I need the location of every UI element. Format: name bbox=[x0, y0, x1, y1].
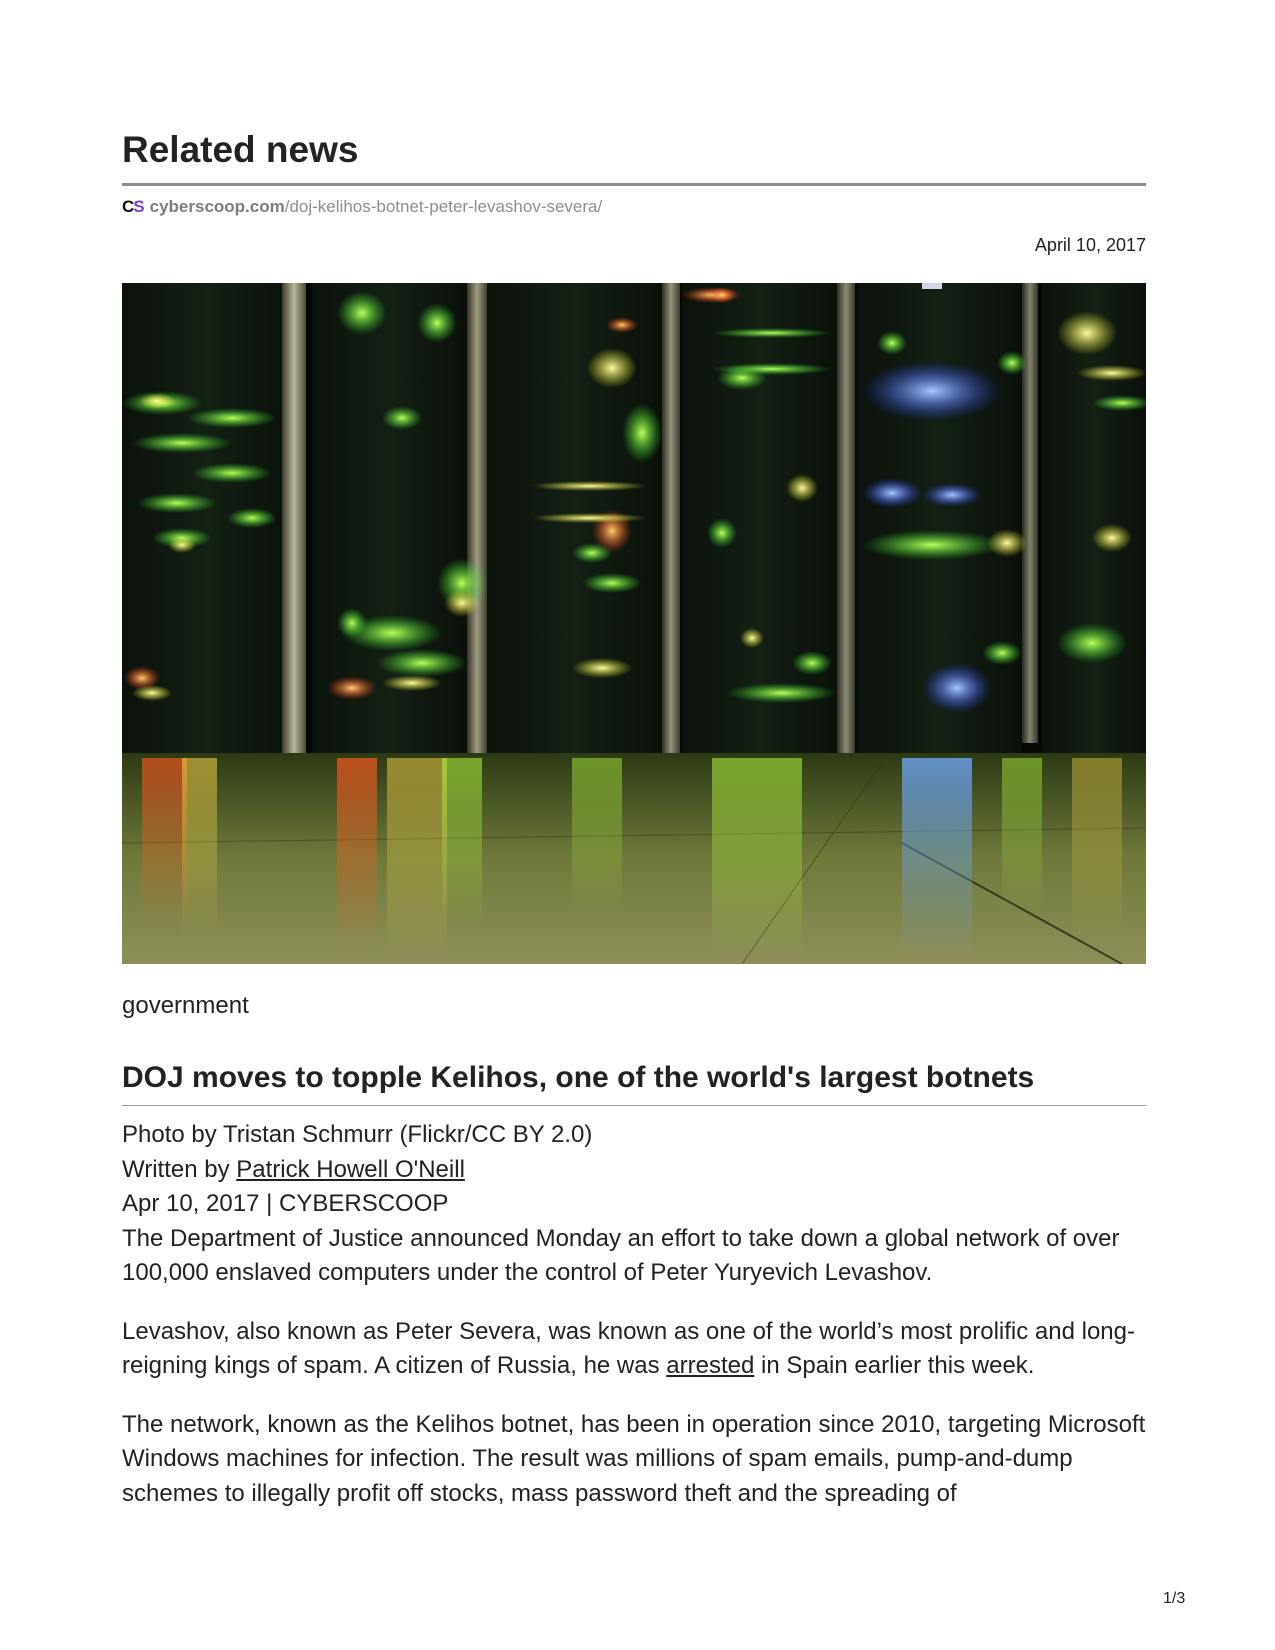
source-path[interactable]: /doj-kelihos-botnet-peter-levashov-severa/ bbox=[284, 197, 603, 216]
publish-date: April 10, 2017 bbox=[1034, 235, 1146, 255]
title-divider bbox=[122, 183, 1146, 186]
author-link[interactable]: Patrick Howell O'Neill bbox=[236, 1155, 465, 1183]
server-room-photo bbox=[122, 283, 1146, 964]
source-link[interactable] bbox=[122, 196, 602, 218]
dateline: Apr 10, 2017 | CYBERSCOOP bbox=[122, 1190, 449, 1217]
article-body bbox=[122, 1118, 1146, 1511]
paragraph-2 bbox=[122, 1315, 1146, 1384]
photo-credit: Photo by Tristan Schmurr (Flickr/CC BY 2.0) bbox=[122, 1121, 593, 1148]
paragraph-1: The Department of Justice announced Monday an effort to take down a global network of over 100,000 enslaved computers under the control of Peter Yuryevich Levashov. bbox=[122, 1224, 1120, 1286]
page-number: 1/3 bbox=[1163, 1590, 1186, 1607]
paragraph-2-end: in Spain earlier this week. bbox=[754, 1352, 1035, 1379]
paragraph-2-start: Levashov, also known as Peter Severa, was known as one of the world’s most prolific and long-reigning kings of spam. A citizen of Russia, he was bbox=[122, 1317, 1135, 1379]
paragraph-3: The network, known as the Kelihos botnet, has been in operation since 2010, targeting Microsoft Windows machines for infection. The result was millions of spam emails, pump-and-dump schemes to illegally profit off stocks, mass password theft and the spreading of bbox=[122, 1410, 1146, 1507]
byline-prefix: Written by bbox=[122, 1155, 237, 1183]
category-label: government bbox=[122, 992, 249, 1019]
source-domain[interactable]: cyberscoop.com bbox=[149, 197, 285, 216]
headline-divider bbox=[122, 1105, 1146, 1106]
byline bbox=[122, 1153, 1146, 1188]
article-headline: DOJ moves to topple Kelihos, one of the world's largest botnets bbox=[122, 1061, 1035, 1094]
arrested-link[interactable]: arrested bbox=[666, 1352, 755, 1379]
section-title: Related news bbox=[122, 129, 359, 170]
cyberscoop-logo-icon: C S bbox=[122, 197, 144, 216]
